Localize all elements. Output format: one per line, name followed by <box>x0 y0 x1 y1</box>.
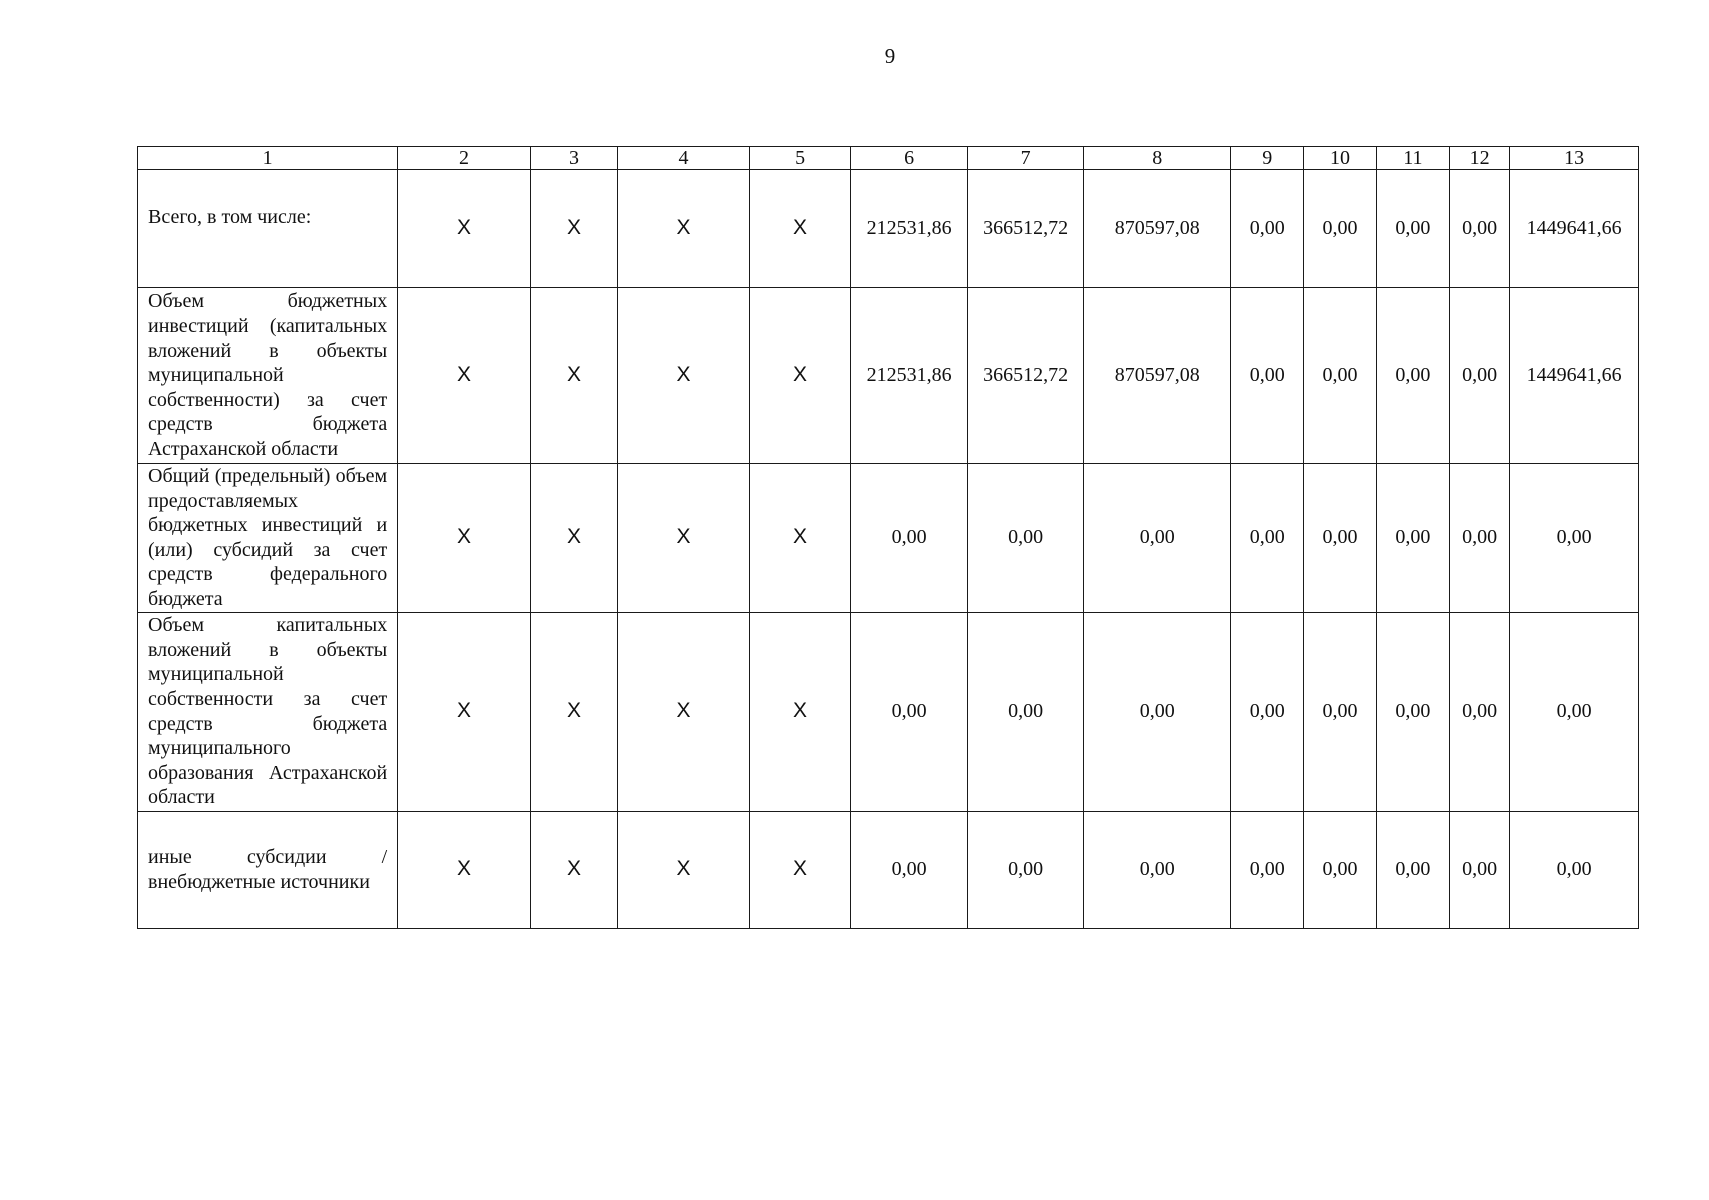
mark-cell: X <box>749 288 850 464</box>
column-header: 1 <box>138 147 398 170</box>
column-header: 11 <box>1376 147 1449 170</box>
mark-cell: X <box>618 170 750 288</box>
mark-cell: X <box>749 612 850 811</box>
value-cell: 0,00 <box>1376 170 1449 288</box>
column-header: 2 <box>398 147 531 170</box>
value-cell: 212531,86 <box>851 170 968 288</box>
column-header: 5 <box>749 147 850 170</box>
value-cell: 0,00 <box>1304 170 1376 288</box>
value-cell: 0,00 <box>1376 288 1449 464</box>
value-cell: 1449641,66 <box>1510 170 1639 288</box>
mark-cell: X <box>398 288 531 464</box>
row-label: иные субсидии / внебюджетные источники <box>138 811 398 928</box>
mark-cell: X <box>618 612 750 811</box>
table-row-regional-budget <box>138 288 1639 464</box>
value-cell: 0,00 <box>1450 612 1510 811</box>
value-cell: 0,00 <box>1231 288 1304 464</box>
value-cell: 0,00 <box>1231 612 1304 811</box>
value-cell: 0,00 <box>851 811 968 928</box>
column-number-row <box>138 147 1639 170</box>
mark-cell: X <box>398 811 531 928</box>
value-cell: 212531,86 <box>851 288 968 464</box>
value-cell: 0,00 <box>967 612 1084 811</box>
mark-cell: X <box>618 811 750 928</box>
column-header: 10 <box>1304 147 1376 170</box>
value-cell: 0,00 <box>1510 612 1639 811</box>
row-label: Объем бюджетных инвестиций (капитальных вложений в объекты муниципальной собственности) за счет средств бюджета Астраханской области <box>138 288 398 464</box>
page-number: 9 <box>884 44 896 68</box>
table-row-federal-budget <box>138 464 1639 613</box>
value-cell: 0,00 <box>1450 288 1510 464</box>
row-label: Общий (предельный) объем предоставляемых бюджетных инвестиций и (или) субсидий за счет средств федерального бюджета <box>138 464 398 613</box>
mark-cell: X <box>530 612 617 811</box>
table-row-municipal-budget <box>138 612 1639 811</box>
value-cell: 0,00 <box>1510 811 1639 928</box>
value-cell: 0,00 <box>1510 464 1639 613</box>
value-cell: 0,00 <box>851 612 968 811</box>
column-header: 13 <box>1510 147 1639 170</box>
value-cell: 0,00 <box>1450 811 1510 928</box>
budget-investment-table <box>137 146 1639 929</box>
column-header: 9 <box>1231 147 1304 170</box>
value-cell: 366512,72 <box>967 288 1084 464</box>
column-header: 3 <box>530 147 617 170</box>
value-cell: 366512,72 <box>967 170 1084 288</box>
value-cell: 0,00 <box>1376 811 1449 928</box>
mark-cell: X <box>530 811 617 928</box>
value-cell: 0,00 <box>851 464 968 613</box>
table-row-total <box>138 170 1639 288</box>
value-cell: 0,00 <box>1304 464 1376 613</box>
value-cell: 0,00 <box>967 464 1084 613</box>
value-cell: 0,00 <box>1376 612 1449 811</box>
mark-cell: X <box>398 612 531 811</box>
value-cell: 0,00 <box>1231 811 1304 928</box>
value-cell: 0,00 <box>1450 464 1510 613</box>
value-cell: 1449641,66 <box>1510 288 1639 464</box>
column-header: 4 <box>618 147 750 170</box>
mark-cell: X <box>618 288 750 464</box>
mark-cell: X <box>749 811 850 928</box>
value-cell: 0,00 <box>1304 612 1376 811</box>
mark-cell: X <box>530 288 617 464</box>
value-cell: 0,00 <box>1304 811 1376 928</box>
row-label: Объем капитальных вложений в объекты муниципальной собственности за счет средств бюджета муниципального образования Астраханской области <box>138 612 398 811</box>
row-label-text: Всего, в том числе: <box>148 206 312 229</box>
value-cell: 0,00 <box>1084 811 1231 928</box>
mark-cell: X <box>749 170 850 288</box>
value-cell: 0,00 <box>967 811 1084 928</box>
row-label <box>138 170 398 288</box>
column-header: 6 <box>851 147 968 170</box>
value-cell: 0,00 <box>1376 464 1449 613</box>
value-cell: 870597,08 <box>1084 288 1231 464</box>
mark-cell: X <box>398 170 531 288</box>
mark-cell: X <box>530 170 617 288</box>
mark-cell: X <box>749 464 850 613</box>
mark-cell: X <box>618 464 750 613</box>
table-row-other-subsidies <box>138 811 1639 928</box>
value-cell: 0,00 <box>1084 464 1231 613</box>
column-header: 8 <box>1084 147 1231 170</box>
value-cell: 870597,08 <box>1084 170 1231 288</box>
mark-cell: X <box>530 464 617 613</box>
value-cell: 0,00 <box>1231 170 1304 288</box>
column-header: 12 <box>1450 147 1510 170</box>
value-cell: 0,00 <box>1450 170 1510 288</box>
column-header: 7 <box>967 147 1084 170</box>
mark-cell: X <box>398 464 531 613</box>
value-cell: 0,00 <box>1231 464 1304 613</box>
value-cell: 0,00 <box>1084 612 1231 811</box>
value-cell: 0,00 <box>1304 288 1376 464</box>
